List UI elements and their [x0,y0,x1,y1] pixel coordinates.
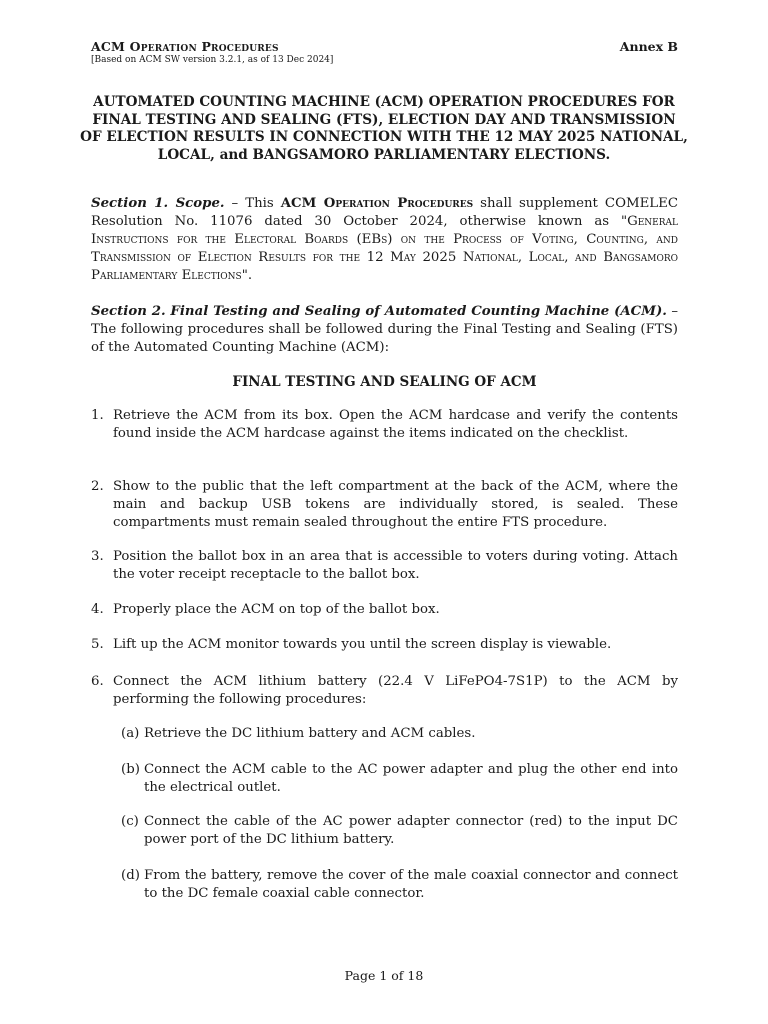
section-1-quoted-title: General Instructions for the Electoral Boards (EBs) on the Process of Voting, Counting, and Transmission of Election Results for the 12 May 2025 National, Local, and Bangsamoro Parliamentary Elections [91,214,678,283]
header-annex: Annex B [619,39,678,54]
sub-list-item-text: Connect the cable of the AC power adapter connector (red) to the input DC power port of the DC lithium battery. [144,814,678,847]
section-1-label: Section 1. Scope. [91,196,225,211]
fts-sub-heading: FINAL TESTING AND SEALING OF ACM [232,374,537,390]
page-number: Page 1 of 18 [344,968,424,983]
section-2-label: Section 2. Final Testing and Sealing of Automated Counting Machine (ACM). [91,304,667,319]
sub-list-item [121,761,678,797]
header-subtitle: [Based on ACM SW version 3.2.1, as of 13 Dec 2024] [91,55,334,65]
list-item-text: Connect the ACM lithium battery (22.4 V LiFePO4-7S1P) to the ACM by performing the following procedures: [113,674,678,707]
list-item [91,407,678,443]
list-item-number: 2. [91,479,104,494]
list-item [91,478,678,532]
header-title: ACM Operation Procedures [91,39,279,54]
list-item-number: 3. [91,549,104,564]
sub-list-item-text: From the battery, remove the cover of the male coaxial connector and connect to the DC female coaxial cable connector. [144,868,678,901]
list-item-number: 6. [91,674,104,689]
sub-list-item-label: (b) [121,762,140,777]
sub-list-item-text: Connect the ACM cable to the AC power adapter and plug the other end into the electrical outlet. [144,762,678,795]
sub-list-item [121,725,678,743]
section-2-text: – The following procedures shall be followed during the Final Testing and Sealing (FTS) of the Automated Counting Machine (ACM): [91,304,678,355]
list-item [91,601,678,619]
list-item-number: 4. [91,602,104,617]
section-1-end: ". [241,268,253,283]
sub-list-item-text: Retrieve the DC lithium battery and ACM cables. [144,726,476,741]
section-1-text: shall supplement COMELEC Resolution No. 11076 dated 30 October 2024, otherwise known as " [91,196,678,229]
sub-list-item-label: (c) [121,814,139,829]
list-item [91,548,678,584]
sub-list-item-label: (a) [121,726,140,741]
document-title: AUTOMATED COUNTING MACHINE (ACM) OPERATION PROCEDURES FOR FINAL TESTING AND SEALING (FTS), ELECTION DAY AND TRANSMISSION OF ELECTION RESULTS IN CONNECTION WITH THE 12 MAY 2025 NATIONAL, LOCAL, and BANGSAMORO PARLIAMENTARY ELECTIONS. [80,94,688,163]
section-2-fts [91,303,678,357]
list-item [91,636,678,654]
section-1-emphasis: ACM Operation Procedures [280,196,474,211]
sub-list-item [121,867,678,903]
section-1-dash: – This [224,196,281,211]
list-item-text: Retrieve the ACM from its box. Open the ACM hardcase and verify the contents found inside the ACM hardcase against the items indicated on the checklist. [113,408,678,441]
list-item-number: 1. [91,408,104,423]
sub-list-item-label: (d) [121,868,140,883]
list-item [91,673,678,709]
sub-list-item [121,813,678,849]
list-item-text: Properly place the ACM on top of the ballot box. [113,602,440,617]
list-item-text: Position the ballot box in an area that is accessible to voters during voting. Attach the voter receipt receptacle to the ballot box. [113,549,678,582]
list-item-text: Lift up the ACM monitor towards you until the screen display is viewable. [113,637,612,652]
list-item-number: 5. [91,637,104,652]
section-1-scope [91,195,678,285]
list-item-text: Show to the public that the left compartment at the back of the ACM, where the main and backup USB tokens are individually stored, is sealed. These compartments must remain sealed throughout the entire FTS procedure. [113,479,678,530]
